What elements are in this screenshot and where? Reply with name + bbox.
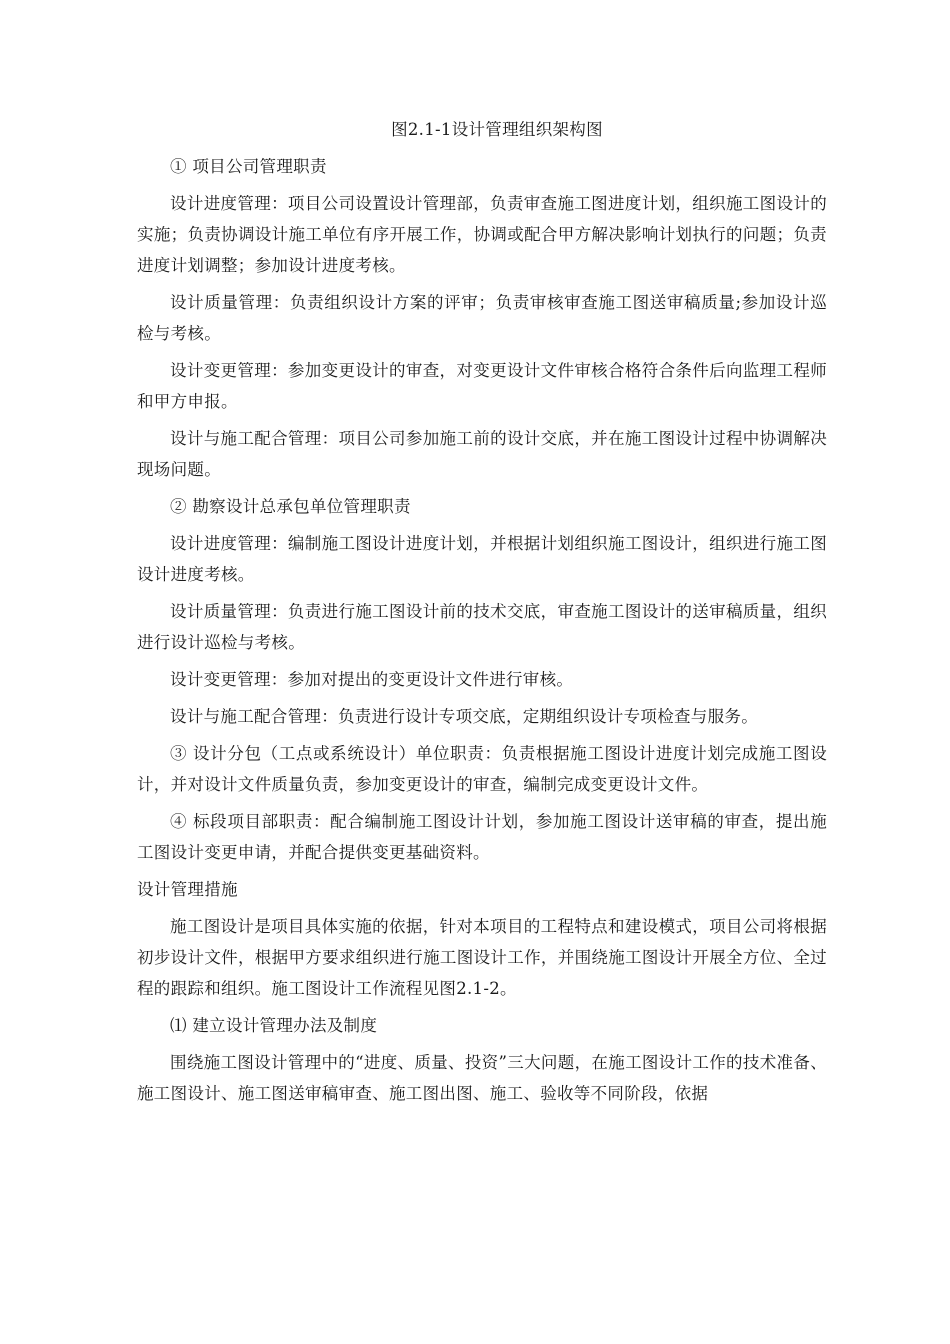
figure-caption: 图2.1-1设计管理组织架构图 <box>391 120 603 139</box>
paragraph-measures-item-1: ⑴ 建立设计管理办法及制度 <box>170 1016 378 1035</box>
paragraph-contractor-progress: 设计进度管理：编制施工图设计进度计划，并根据计划组织施工图设计，组织进行施工图设计进度考核。 <box>137 534 827 584</box>
paragraph-contractor-coordination: 设计与施工配合管理：负责进行设计专项交底，定期组织设计专项检查与服务。 <box>170 707 758 726</box>
paragraph-contractor-duties: ② 勘察设计总承包单位管理职责 <box>170 497 411 516</box>
paragraph-company-duties: ① 项目公司管理职责 <box>170 157 327 176</box>
paragraph-company-change: 设计变更管理：参加变更设计的审查，对变更设计文件审核合格符合条件后向监理工程师和甲方申报。 <box>137 361 827 411</box>
document-body <box>137 114 827 1115</box>
section-heading: 设计管理措施 <box>137 880 238 899</box>
paragraph-company-progress: 设计进度管理：项目公司设置设计管理部，负责审查施工图进度计划，组织施工图设计的实施；负责协调设计施工单位有序开展工作，协调或配合甲方解决影响计划执行的问题；负责进度计划调整；参加设计进度考核。 <box>137 194 827 275</box>
paragraph-measures-detail: 围绕施工图设计管理中的“进度、质量、投资”三大问题，在施工图设计工作的技术准备、施工图设计、施工图送审稿审查、施工图出图、施工、验收等不同阶段，依据 <box>137 1053 827 1103</box>
paragraph-subcontractor-duties: ③ 设计分包（工点或系统设计）单位职责：负责根据施工图设计进度计划完成施工图设计，并对设计文件质量负责，参加变更设计的审查，编制完成变更设计文件。 <box>137 744 827 794</box>
paragraph-contractor-quality: 设计质量管理：负责进行施工图设计前的技术交底，审查施工图设计的送审稿质量，组织进行设计巡检与考核。 <box>137 602 827 652</box>
paragraph-measures-intro: 施工图设计是项目具体实施的依据，针对本项目的工程特点和建设模式，项目公司将根据初步设计文件，根据甲方要求组织进行施工图设计工作，并围绕施工图设计开展全方位、全过程的跟踪和组织。施工图设计工作流程见图2.1-2。 <box>137 917 827 998</box>
paragraph-company-quality: 设计质量管理：负责组织设计方案的评审；负责审核审查施工图送审稿质量;参加设计巡检与考核。 <box>137 293 827 343</box>
paragraph-section-dept-duties: ④ 标段项目部职责：配合编制施工图设计计划，参加施工图设计送审稿的审查，提出施工图设计变更申请，并配合提供变更基础资料。 <box>137 812 827 862</box>
paragraph-contractor-change: 设计变更管理：参加对提出的变更设计文件进行审核。 <box>170 670 574 689</box>
paragraph-company-coordination: 设计与施工配合管理：项目公司参加施工前的设计交底，并在施工图设计过程中协调解决现场问题。 <box>137 429 827 479</box>
